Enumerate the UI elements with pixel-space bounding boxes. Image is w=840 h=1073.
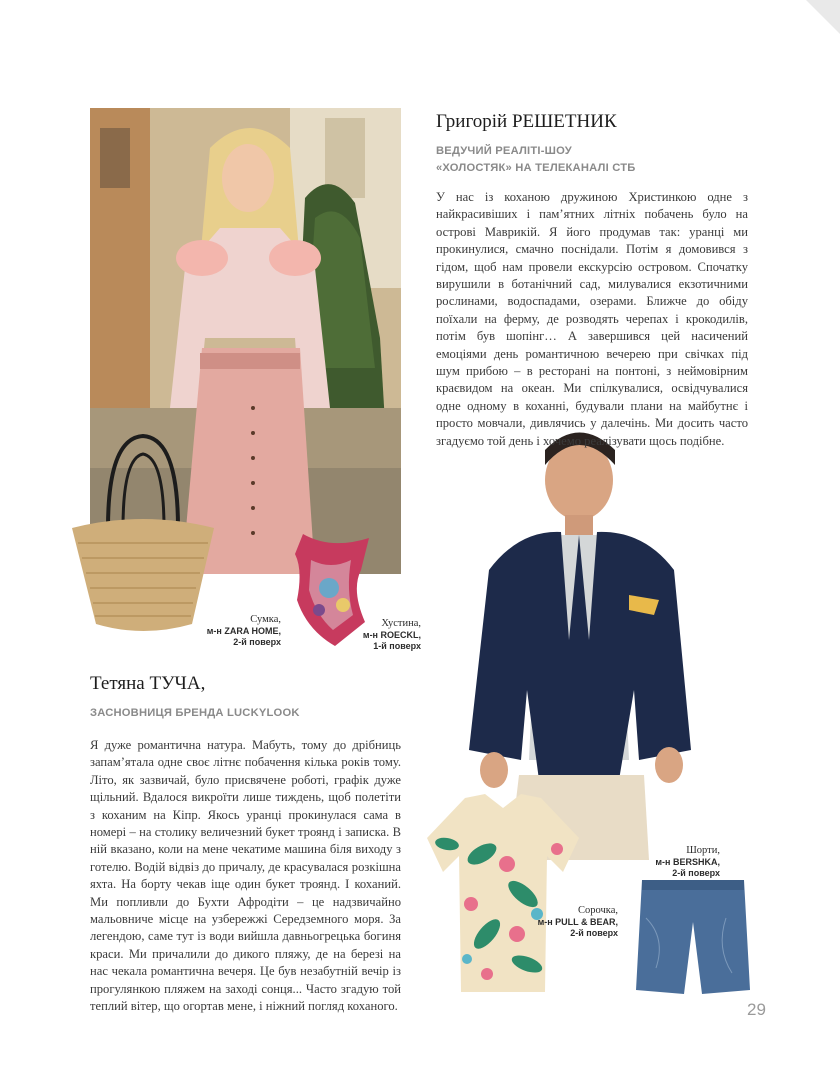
- shorts-caption: [640, 845, 720, 880]
- page-corner-fold: [806, 0, 840, 34]
- tetiana-story: Я дуже романтична натура. Мабуть, тому до дрібниць запам’ятала одне своє літнє побачення кілька років тому. Літо, як зазвичай, було присвячене роботі, графік дуже щільний. Вдалося викроїти лише тиждень, щоб полетіти з коханим на Кіпр. Якось уранці прокинулася сама в номері – на столику величезний букет троянд і записка. В ній вказано, коли на мене чекатиме машина біля виходу з готелю. Водій відвіз до причалу, де красувалася розкішна яхта. На борту чекав іще один букет троянд. І коханий. Ми попливли до Бухти Афродіти – це надзвичайно мальовниче місце на узбережжі Середземного моря. За легендою, саме тут із води вийшла давньогрецька богиня краси. Ми причалили до дикого пляжу, де на березі на нас чекала романтична вечеря. Це був незабутній вечір із прогулянкою пляжем на заході сонця... Часто згадую той теплий вітер, що огортав мене, і ніжний погляд коханого.: [90, 738, 401, 1014]
- hryhoriy-story: У нас із коханою дружиною Христинкою одне з найкрасивіших і пам’ятних літніх побачень було на острові Маврикій. Я його продумав так: уранці ми прокинулися, смачно поснідали. Потім я домовився з гідом, щоб нам провели екскурсію островом. Спочатку вирушили в ботанічний сад, милувалися екзотичними рослинами, водоспадами, озерами. Ближче до обіду поїхали на ферму, де розводять черепах і крокодилів, потім був шопінг… А завершився цей насичений емоціями день романтичною вечерею при свічках під шум прибою – в ресторані на понтоні, з неймовірним краєвидом на океан. Ми спілкувалися, освідчувалися одне одному в коханні, будували плани на майбутнє і просто мовчали, дивлячись у далечінь. Ми досить часто згадуємо той день і хочемо реалізувати щось подібне.: [436, 190, 748, 448]
- scarf-caption-store: м-н ROECKL,: [362, 629, 421, 640]
- tetiana-name: Тетяна ТУЧА,: [90, 673, 206, 694]
- bag-caption-store: м-н ZARA HOME,: [206, 625, 281, 636]
- tetiana-role: ЗАСНОВНИЦЯ БРЕНДА LUCKYLOOK: [90, 707, 300, 719]
- shirt-caption-store: м-н PULL & BEAR,: [537, 916, 618, 927]
- shirt-caption-item: Сорочка,: [578, 905, 618, 916]
- hryhoriy-role-line2: «ХОЛОСТЯК» НА ТЕЛЕКАНАЛІ СТБ: [436, 162, 636, 174]
- shirt-caption: [528, 905, 618, 940]
- scarf-caption: [358, 618, 421, 653]
- shorts-caption-store: м-н BERSHKA,: [655, 856, 720, 867]
- scarf-caption-item: Хустина,: [381, 618, 421, 629]
- shorts-caption-item: Шорти,: [686, 845, 720, 856]
- bag-caption-floor: 2-й поверх: [233, 637, 281, 647]
- shorts-caption-floor: 2-й поверх: [672, 868, 720, 878]
- hryhoriy-role: [436, 143, 635, 177]
- bag-caption: [206, 614, 281, 649]
- scarf-caption-floor: 1-й поверх: [373, 641, 421, 651]
- page-number: 29: [747, 1000, 766, 1019]
- hryhoriy-name: Григорій РЕШЕТНИК: [436, 111, 617, 132]
- shirt-caption-floor: 2-й поверх: [570, 928, 618, 938]
- hryhoriy-role-line1: ВЕДУЧИЙ РЕАЛІТІ-ШОУ: [436, 145, 572, 157]
- straw-bag-image: [68, 428, 218, 634]
- bag-caption-item: Сумка,: [250, 614, 281, 625]
- denim-shorts-image: [636, 878, 750, 996]
- tropical-shirt-image: [427, 794, 579, 992]
